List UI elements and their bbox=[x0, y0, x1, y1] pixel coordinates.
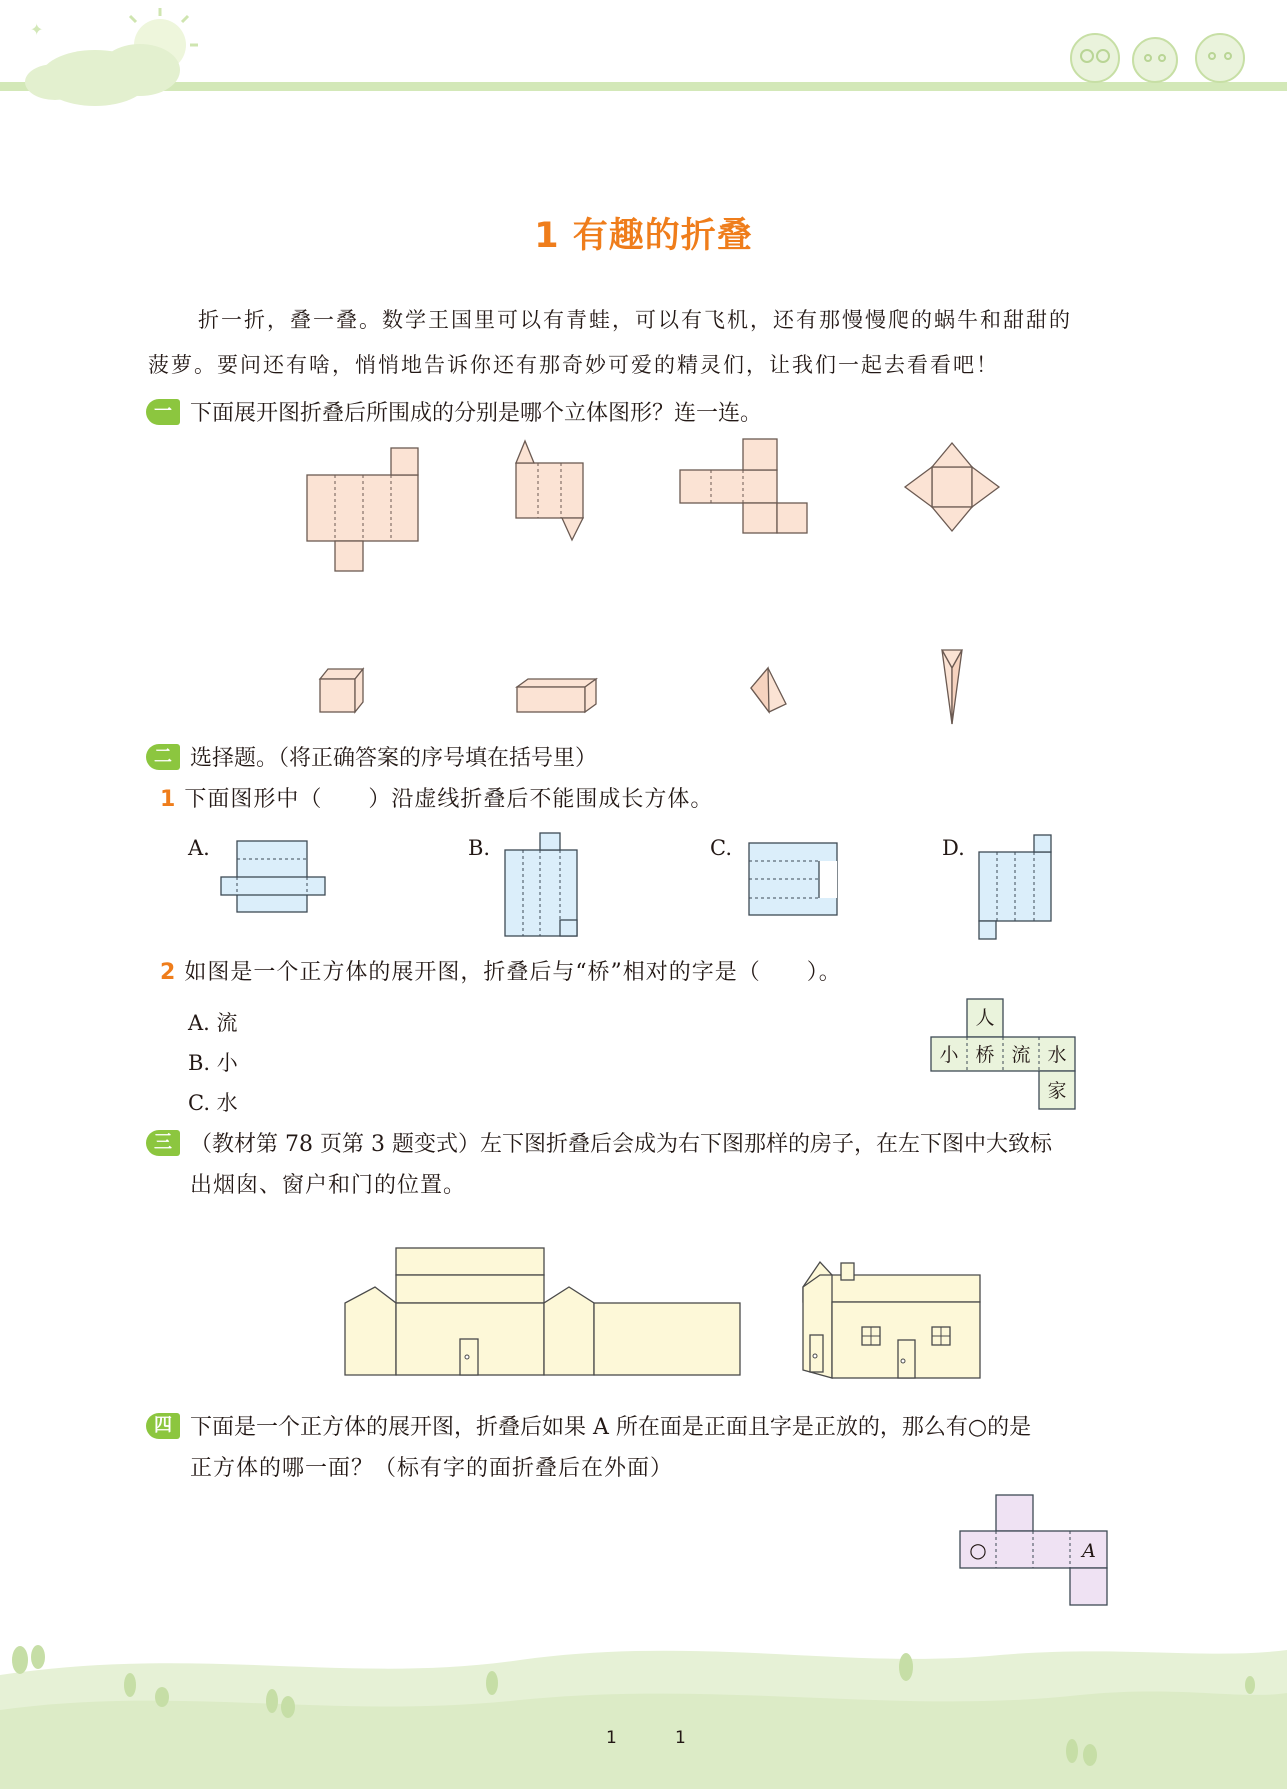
section-4-badge: 四 bbox=[146, 1413, 180, 1439]
page-number-left: 1 bbox=[606, 1728, 617, 1748]
option-a-label: A. bbox=[188, 836, 210, 860]
net-char-liu: 流 bbox=[1011, 1044, 1031, 1066]
section-3-line-2: 出烟囱、窗户和门的位置。 bbox=[190, 1173, 467, 1198]
footer-landscape bbox=[0, 1615, 1287, 1789]
question-2-1-text: 下面图形中（ ）沿虚线折叠后不能围成长方体。 bbox=[184, 787, 714, 812]
intro-line-1: 折一折，叠一叠。数学王国里可以有青蛙，可以有飞机，还有那慢慢爬的蜗牛和甜甜的 bbox=[198, 308, 1072, 332]
net-char-ren: 人 bbox=[975, 1007, 995, 1029]
section-2-badge: 二 bbox=[146, 744, 180, 770]
section-1-text: 下面展开图折叠后所围成的分别是哪个立体图形？连一连。 bbox=[190, 401, 763, 426]
net-char-shui: 水 bbox=[1047, 1044, 1067, 1066]
section-1-badge: 一 bbox=[146, 399, 180, 425]
question-2-2-text: 如图是一个正方体的展开图，折叠后与“桥”相对的字是（ ）。 bbox=[184, 960, 842, 985]
section-3-line-1: （教材第 78 页第 3 题变式）左下图折叠后会成为右下图那样的房子，在左下图中大致标 bbox=[190, 1132, 1052, 1157]
question-2-2-number: 2 bbox=[160, 960, 177, 985]
svg-text:✦: ✦ bbox=[30, 20, 44, 39]
section-2-text: 选择题。（将正确答案的序号填在括号里） bbox=[190, 746, 598, 771]
page-number-right: 1 bbox=[675, 1728, 686, 1748]
q2-option-c: C. 水 bbox=[188, 1091, 238, 1115]
circle-mark: ○ bbox=[969, 1538, 987, 1562]
label-a: A bbox=[1082, 1540, 1096, 1562]
section-4-line-1: 下面是一个正方体的展开图，折叠后如果 A 所在面是正面且字是正放的，那么有○的是 bbox=[190, 1415, 1032, 1440]
q2-option-b: B. 小 bbox=[188, 1051, 238, 1075]
option-b-label: B. bbox=[468, 836, 491, 860]
section-4-line-2: 正方体的哪一面？（标有字的面折叠后在外面） bbox=[190, 1456, 674, 1481]
option-d-label: D. bbox=[942, 836, 965, 860]
page-title: 1 有趣的折叠 bbox=[534, 216, 753, 256]
net-char-jia: 家 bbox=[1047, 1080, 1067, 1102]
net-char-qiao: 桥 bbox=[975, 1044, 995, 1066]
question-2-1-number: 1 bbox=[160, 787, 177, 812]
option-c-label: C. bbox=[710, 836, 732, 860]
q2-option-a: A. 流 bbox=[188, 1011, 238, 1035]
intro-line-2: 菠萝。要问还有啥，悄悄地告诉你还有那奇妙可爱的精灵们，让我们一起去看看吧！ bbox=[148, 353, 999, 377]
section-3-badge: 三 bbox=[146, 1130, 180, 1156]
net-char-xiao: 小 bbox=[939, 1044, 959, 1066]
